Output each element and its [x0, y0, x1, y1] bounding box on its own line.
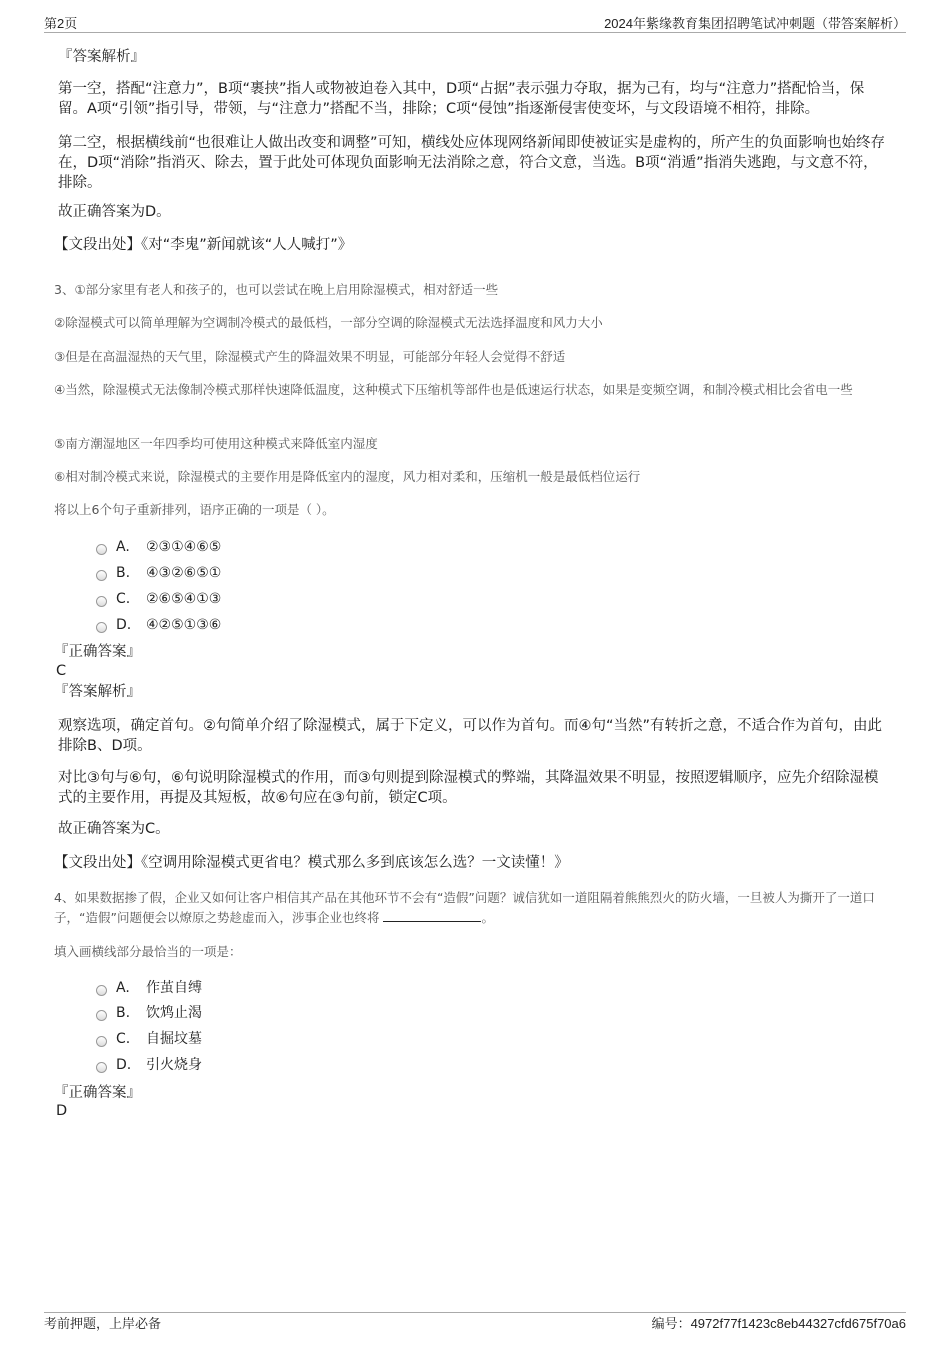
analysis-label: 『答案解析』 [58, 49, 145, 65]
q3-option-c[interactable]: C. ②⑥⑤④①③ [96, 589, 221, 609]
answer-blank [383, 909, 481, 922]
q3-option-a[interactable]: A. ②③①④⑥⑤ [96, 537, 221, 557]
radio-icon[interactable] [96, 985, 107, 996]
analysis-paragraph: 对比③句与⑥句，⑥句说明除湿模式的作用，而③句则提到除湿模式的弊端，其降温效果不明显，按照逻辑顺序，应先介绍除湿模式的主要作用，再提及其短板，故⑥句应在③句前，锁定C项。 [58, 770, 879, 806]
q3-sentence: 3、①部分家里有老人和孩子的，也可以尝试在晚上启用除湿模式，相对舒适一些 [54, 282, 499, 297]
source: 【文段出处】《对“李鬼”新闻就该“人人喊打”》 [54, 237, 353, 253]
q3-sentence: ⑥相对制冷模式来说，除湿模式的主要作用是降低室内的湿度，风力相对柔和，压缩机一般是最低档位运行 [54, 469, 641, 484]
page-number: 第2页 [44, 16, 78, 31]
answer-value: C [56, 663, 67, 679]
radio-icon[interactable] [96, 544, 107, 555]
conclusion: 故正确答案为C。 [58, 821, 170, 837]
analysis-label: 『答案解析』 [54, 684, 141, 700]
q4-stem: 4、如果数据掺了假，企业又如何让客户相信其产品在其他环节不会有“造假”问题？诚信犹如一道阻隔着熊熊烈火的防火墙，一旦被人为撕开了一道口子，“造假”问题便会以燎原之势趁虚而入，涉事企业也终将 。 [54, 890, 875, 925]
q3-sentence: ③但是在高温湿热的天气里，除湿模式产生的降温效果不明显，可能部分年轻人会觉得不舒适 [54, 349, 566, 364]
analysis-paragraph: 第二空，根据横线前“也很难让人做出改变和调整”可知，横线处应体现网络新闻即使被证实是虚构的，所产生的负面影响也始终存在，D项“消除”指消灭、除去，置于此处可体现负面影响无法消除之意，符合文意，当选。B项“消遁”指消失逃跑，与文意不符，排除。 [58, 135, 886, 191]
q3-sentence: ②除湿模式可以简单理解为空调制冷模式的最低档，一部分空调的除湿模式无法选择温度和风力大小 [54, 315, 603, 330]
answer-label: 『正确答案』 [54, 1085, 141, 1101]
answer-value: D [56, 1103, 68, 1119]
radio-icon[interactable] [96, 596, 107, 607]
q3-sentence: ⑤南方潮湿地区一年四季均可使用这种模式来降低室内湿度 [54, 436, 378, 451]
q3-prompt: 将以上6个句子重新排列，语序正确的一项是（ ）。 [54, 502, 335, 517]
radio-icon[interactable] [96, 622, 107, 633]
q4-option-d[interactable]: D. 引火烧身 [96, 1055, 202, 1075]
source: 【文段出处】《空调用除湿模式更省电？模式那么多到底该怎么选？一文读懂！》 [54, 855, 569, 871]
answer-label: 『正确答案』 [54, 644, 141, 660]
q3-option-b[interactable]: B. ④③②⑥⑤① [96, 563, 221, 583]
document-title: 2024年紫缘教育集团招聘笔试冲刺题（带答案解析） [604, 16, 906, 31]
q4-option-c[interactable]: C. 自掘坟墓 [96, 1029, 202, 1049]
q4-prompt: 填入画横线部分最恰当的一项是： [54, 944, 242, 959]
analysis-paragraph: 观察选项，确定首句。②句简单介绍了除湿模式，属于下定义，可以作为首句。而④句“当然”有转折之意，不适合作为首句，由此排除B、D项。 [58, 718, 883, 754]
analysis-paragraph: 第一空，搭配“注意力”，B项“裹挟”指人或物被迫卷入其中，D项“占据”表示强力夺取，据为己有，均与“注意力”搭配恰当，保留。A项“引领”指引导，带领，与“注意力”搭配不当，排除；C项“侵蚀”指逐渐侵害使变坏，与文段语境不相符，排除。 [58, 81, 865, 117]
q3-sentence: ④当然，除湿模式无法像制冷模式那样快速降低温度，这种模式下压缩机等部件也是低速运行状态，如果是变频空调，和制冷模式相比会省电一些 [54, 382, 853, 397]
q4-option-a[interactable]: A. 作茧自缚 [96, 978, 202, 998]
q4-option-b[interactable]: B. 饮鸩止渴 [96, 1003, 202, 1023]
q3-option-d[interactable]: D. ④②⑤①③⑥ [96, 615, 221, 635]
radio-icon[interactable] [96, 570, 107, 581]
footer-slogan: 考前押题，上岸必备 [44, 1316, 162, 1331]
radio-icon[interactable] [96, 1062, 107, 1073]
conclusion: 故正确答案为D。 [58, 204, 171, 220]
radio-icon[interactable] [96, 1036, 107, 1047]
header-divider [44, 32, 906, 33]
radio-icon[interactable] [96, 1010, 107, 1021]
document-id: 编号：4972f77f1423c8eb44327cfd675f70a6 [651, 1316, 906, 1331]
